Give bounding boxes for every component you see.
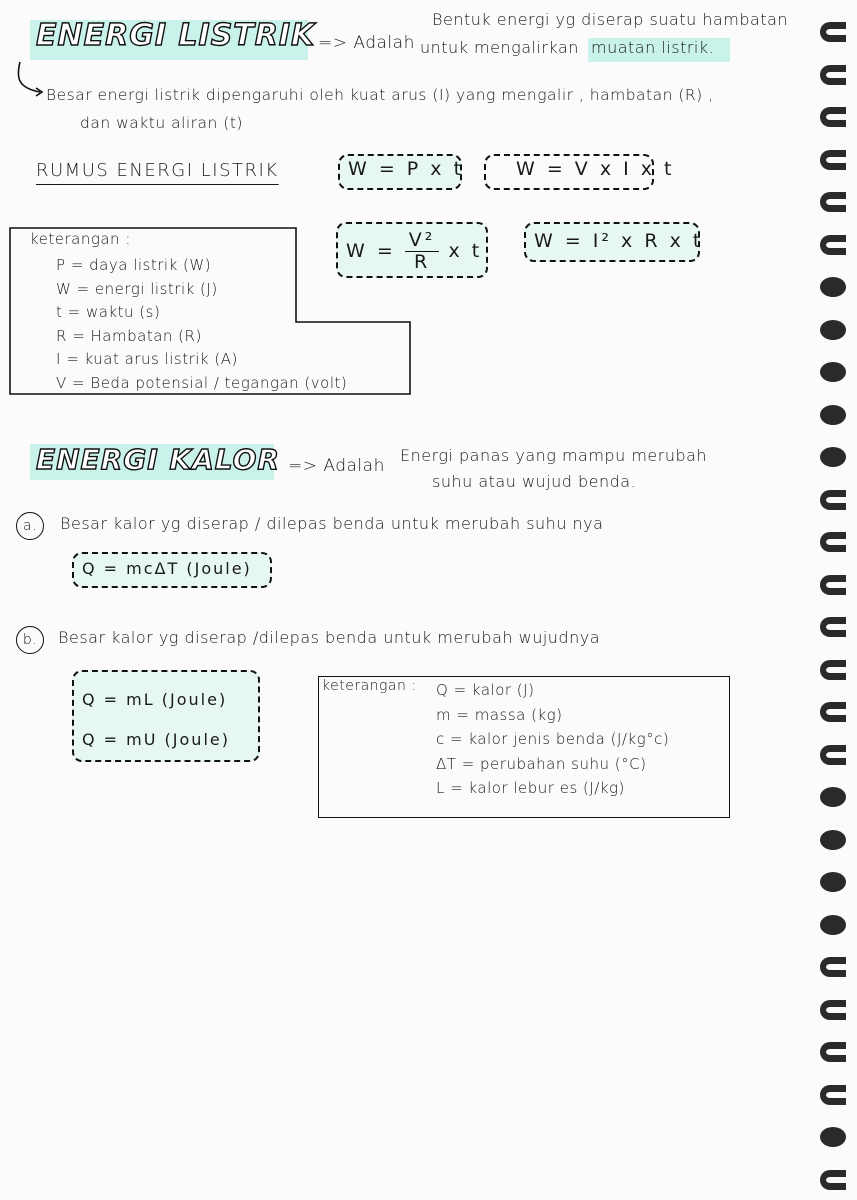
spiral-ring-icon xyxy=(820,915,846,935)
energi-listrik-definition-2b: muatan listrik. xyxy=(591,38,715,57)
spiral-ring-icon xyxy=(820,150,846,170)
energi-listrik-title: ENERGI LISTRIK xyxy=(36,18,316,53)
item-a-text: Besar kalor yg diserap / dilepas benda untuk merubah suhu nya xyxy=(60,514,604,533)
spiral-ring-icon xyxy=(820,702,846,722)
spiral-ring-icon xyxy=(820,872,846,892)
keterangan-list-kalor xyxy=(436,678,669,801)
formula-q-mcdt: Q = mcΔT (Joule) xyxy=(72,552,272,588)
energi-listrik-definition-2a: untuk mengalirkan xyxy=(420,38,579,57)
spiral-ring-icon xyxy=(820,1042,846,1062)
item-b-marker: b. xyxy=(16,626,44,654)
keterangan-item: W = energi listrik (J) xyxy=(56,279,218,298)
spiral-ring-icon xyxy=(820,1170,846,1190)
spiral-ring-icon xyxy=(820,660,846,680)
formula-w-pt: W = P x t xyxy=(338,154,462,190)
formula-w-vit: W = V x I x t xyxy=(484,154,654,190)
keterangan-item: R = Hambatan (R) xyxy=(56,326,202,345)
formula3-rhs: x t xyxy=(448,239,483,262)
spiral-ring-icon xyxy=(820,957,846,977)
spiral-ring-icon xyxy=(820,65,846,85)
spiral-ring-icon xyxy=(820,320,846,340)
keterangan-item: t = waktu (s) xyxy=(56,303,161,321)
formula-q-mu: Q = mU (Joule) xyxy=(82,730,230,749)
spiral-ring-icon xyxy=(820,532,846,552)
keterangan-title-kalor: keterangan : xyxy=(322,678,417,694)
formula3-numerator: V² xyxy=(405,230,440,252)
keterangan-item: I = kuat arus listrik (A) xyxy=(56,350,238,368)
formula-q-ml-box xyxy=(72,670,260,762)
keterangan-item: L = kalor lebur es (J/kg) xyxy=(436,779,625,797)
formula-q-ml: Q = mL (Joule) xyxy=(82,690,228,709)
formula-w-i2rt: W = I² x R x t xyxy=(524,222,700,262)
formula3-denominator: R xyxy=(414,250,431,273)
spiral-ring-icon xyxy=(820,235,846,255)
keterangan-item: c = kalor jenis benda (J/kg°c) xyxy=(436,730,670,748)
spiral-ring-icon xyxy=(820,277,846,297)
rumus-heading: RUMUS ENERGI LISTRIK xyxy=(36,160,279,181)
keterangan-item: P = daya listrik (W) xyxy=(56,256,212,274)
formula3-lhs: W = xyxy=(346,239,396,262)
spiral-ring-icon xyxy=(820,1000,846,1020)
spiral-ring-icon xyxy=(820,362,846,382)
spiral-ring-icon xyxy=(820,575,846,595)
spiral-ring-icon xyxy=(820,405,846,425)
energi-kalor-definition-2: suhu atau wujud benda. xyxy=(432,472,637,491)
keterangan-item: V = Beda potensial / tegangan (volt) xyxy=(56,373,348,392)
spiral-ring-icon xyxy=(820,617,846,637)
spiral-ring-icon xyxy=(820,490,846,510)
keterangan-item: ΔT = perubahan suhu (°C) xyxy=(436,754,647,773)
item-a-marker: a. xyxy=(16,512,44,540)
spiral-ring-icon xyxy=(820,1085,846,1105)
keterangan-title-listrik: keterangan : xyxy=(30,230,131,248)
energi-listrik-arrow: => Adalah xyxy=(318,33,415,53)
energi-kalor-title: ENERGI KALOR xyxy=(36,443,280,476)
energi-kalor-arrow: => Adalah xyxy=(288,456,385,476)
influence-line-1: Besar energi listrik dipengaruhi oleh kuat arus (I) yang mengalir , hambatan (R) , xyxy=(46,86,714,104)
keterangan-list-listrik xyxy=(56,254,347,395)
item-b-text: Besar kalor yg diserap /dilepas benda untuk merubah wujudnya xyxy=(58,628,600,647)
spiral-ring-icon xyxy=(820,745,846,765)
keterangan-item: Q = kalor (J) xyxy=(436,681,535,699)
keterangan-item: m = massa (kg) xyxy=(436,705,563,724)
spiral-ring-icon xyxy=(820,447,846,467)
influence-line-2: dan waktu aliran (t) xyxy=(80,114,243,132)
spiral-ring-icon xyxy=(820,787,846,807)
spiral-ring-icon xyxy=(820,107,846,127)
spiral-ring-icon xyxy=(820,830,846,850)
spiral-ring-icon xyxy=(820,22,846,42)
energi-listrik-definition-1: Bentuk energi yg diserap suatu hambatan xyxy=(432,10,789,29)
spiral-ring-icon xyxy=(820,192,846,212)
spiral-ring-icon xyxy=(820,1127,846,1147)
energi-kalor-definition-1: Energi panas yang mampu merubah xyxy=(400,446,708,465)
